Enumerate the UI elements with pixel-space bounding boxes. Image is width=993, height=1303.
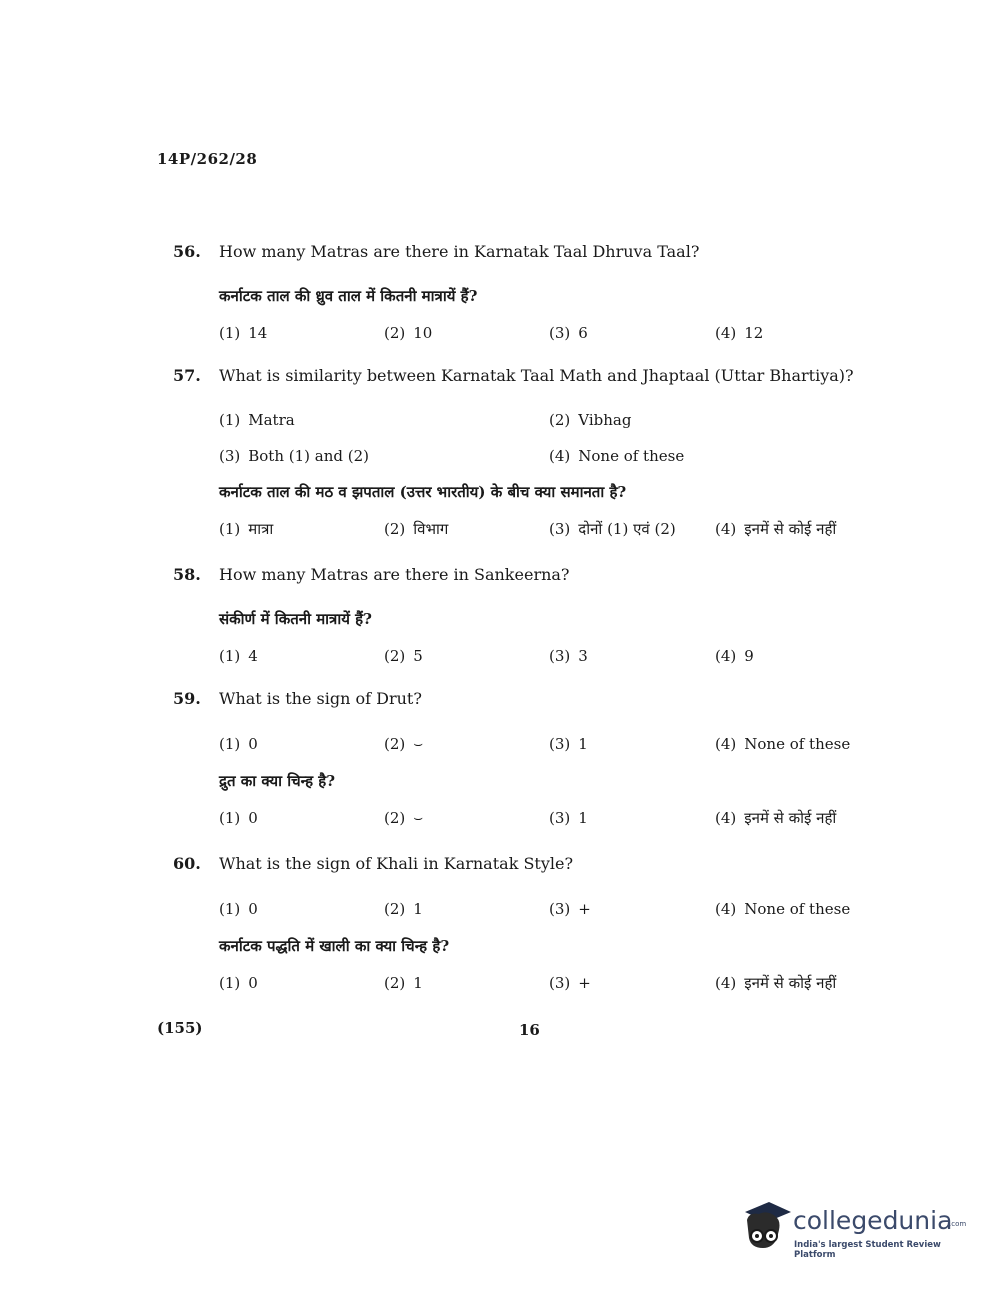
brand-suffix: .com — [949, 1220, 967, 1228]
option-3: (3) 1 — [549, 735, 588, 753]
question-56 — [173, 242, 893, 352]
option-4: (4) None of these — [715, 900, 851, 918]
brand-tagline: India's largest Student Review Platform — [794, 1240, 941, 1260]
collegedunia-watermark — [737, 1198, 967, 1258]
option-1: (1) 14 — [219, 324, 268, 342]
question-text-en: How many Matras are there in Karnatak Taal Dhruva Taal? — [219, 242, 700, 261]
question-text-hi: कर्नाटक पद्धति में खाली का क्या चिन्ह है? — [219, 937, 450, 955]
question-text-en: How many Matras are there in Sankeerna? — [219, 565, 570, 584]
question-58 — [173, 565, 893, 675]
question-number: 60. — [173, 854, 201, 873]
question-59 — [173, 689, 893, 837]
option-3: (3) 1 — [549, 809, 588, 827]
option-4: (4) इनमें से कोई नहीं — [715, 974, 837, 992]
option-1: (1) 0 — [219, 809, 258, 827]
option-1: (1) Matra — [219, 411, 295, 429]
options-row-en-2 — [173, 438, 893, 474]
option-4: (4) None of these — [715, 735, 851, 753]
question-number: 58. — [173, 565, 201, 584]
question-text-hi: संकीर्ण में कितनी मात्रायें हैं? — [219, 610, 372, 628]
option-1: (1) 4 — [219, 647, 258, 665]
booklet-code: (155) — [157, 1019, 203, 1037]
option-2: (2) 5 — [384, 647, 423, 665]
question-60 — [173, 854, 893, 1002]
question-text-hi: कर्नाटक ताल की ध्रुव ताल में कितनी मात्रायें हैं? — [219, 287, 478, 305]
option-2: (2) Vibhag — [549, 411, 632, 429]
option-3: (3) + — [549, 974, 591, 992]
options-row-en-1 — [173, 402, 893, 438]
option-2: (2) ⌣ — [384, 809, 424, 827]
question-text-hi: कर्नाटक ताल की मठ व झपताल (उत्तर भारतीय) के बीच क्या समानता है? — [219, 483, 627, 501]
options-row-hi — [173, 510, 893, 548]
option-3: (3) 3 — [549, 647, 588, 665]
option-2: (2) ⌣ — [384, 735, 424, 753]
option-2: (2) विभाग — [384, 520, 449, 538]
option-3: (3) 6 — [549, 324, 588, 342]
options-row-hi — [173, 964, 893, 1002]
question-text-hi: द्रुत का क्या चिन्ह है? — [219, 772, 336, 790]
option-4: (4) None of these — [549, 447, 685, 465]
option-3: (3) दोनों (1) एवं (2) — [549, 520, 676, 538]
options-row-en — [173, 725, 893, 763]
options-row — [173, 314, 893, 352]
option-1: (1) मात्रा — [219, 520, 274, 538]
question-number: 59. — [173, 689, 201, 708]
brand-name: collegedunia — [793, 1206, 953, 1235]
option-2: (2) 10 — [384, 324, 433, 342]
option-2: (2) 1 — [384, 974, 423, 992]
option-4: (4) इनमें से कोई नहीं — [715, 520, 837, 538]
question-number: 57. — [173, 366, 201, 385]
option-2: (2) 1 — [384, 900, 423, 918]
option-4: (4) 9 — [715, 647, 754, 665]
page-number: 16 — [519, 1021, 540, 1039]
paper-code: 14P/262/28 — [157, 150, 258, 168]
option-4: (4) इनमें से कोई नहीं — [715, 809, 837, 827]
option-3: (3) Both (1) and (2) — [219, 447, 369, 465]
graduate-mascot-icon — [737, 1198, 793, 1254]
options-row-en — [173, 890, 893, 928]
option-1: (1) 0 — [219, 735, 258, 753]
question-text-en: What is the sign of Khali in Karnatak Style? — [219, 854, 574, 873]
question-text-en: What is the sign of Drut? — [219, 689, 422, 708]
option-4: (4) 12 — [715, 324, 764, 342]
option-1: (1) 0 — [219, 974, 258, 992]
options-row — [173, 637, 893, 675]
options-row-hi — [173, 799, 893, 837]
question-text-en: What is similarity between Karnatak Taal Math and Jhaptaal (Uttar Bhartiya)? — [219, 366, 854, 385]
option-1: (1) 0 — [219, 900, 258, 918]
question-57 — [173, 366, 893, 548]
option-3: (3) + — [549, 900, 591, 918]
question-number: 56. — [173, 242, 201, 261]
